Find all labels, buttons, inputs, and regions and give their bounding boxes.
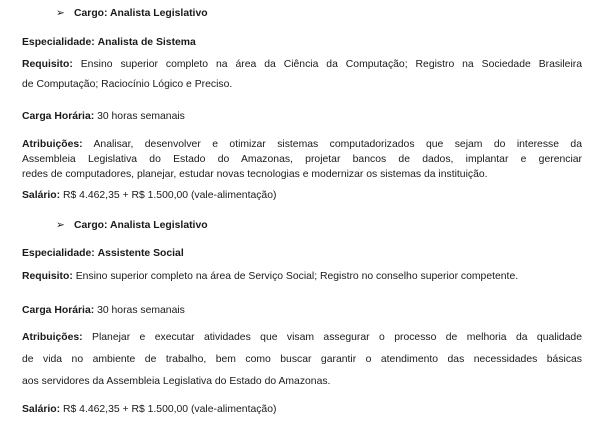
arrow-bullet-icon: ➢ bbox=[56, 8, 65, 19]
requisito-text: Ensino superior completo na área de Serviço Social; Registro no conselho superior competente. bbox=[75, 271, 519, 282]
requisito-line-1 bbox=[22, 58, 582, 71]
atribuicoes-label: Atribuições: bbox=[22, 139, 83, 150]
especialidade-value: Assistente Social bbox=[97, 248, 184, 259]
carga-horaria-value: 30 horas semanais bbox=[97, 305, 185, 316]
atribuicoes-line-3: redes de computadores, planejar, estudar novas tecnologias e modernizar os sistemas da instituição. bbox=[22, 169, 488, 180]
atribuicoes-line-1 bbox=[22, 138, 582, 151]
requisito-label: Requisito: bbox=[22, 59, 73, 70]
requisito-text: Ensino superior completo na área da Ciência da Computação; Registro na Sociedade Brasileira bbox=[80, 59, 582, 70]
requisito-line-2: de Computação; Raciocínio Lógico e Preciso. bbox=[22, 79, 233, 90]
atribuicoes-line-1 bbox=[22, 331, 582, 344]
salario-line bbox=[22, 189, 582, 202]
carga-horaria-line bbox=[22, 110, 582, 123]
arrow-bullet-icon: ➢ bbox=[56, 220, 65, 231]
atribuicoes-line-2: de vida no ambiente de trabalho, bem como buscar garantir o atendimento das necessidades básicas bbox=[22, 354, 582, 365]
requisito-label: Requisito: bbox=[22, 271, 73, 282]
atribuicoes-line-2: Assembleia Legislativa do Estado do Amazonas, projetar bancos de dados, implantar e gerenciar bbox=[22, 154, 582, 165]
cargo-title: Cargo: Analista Legislativo bbox=[74, 220, 208, 231]
carga-horaria-value: 30 horas semanais bbox=[97, 111, 185, 122]
atribuicoes-label: Atribuições: bbox=[22, 332, 83, 343]
atribuicoes-text: Planejar e executar atividades que visam assegurar o processo de melhoria da qualidade bbox=[92, 332, 582, 343]
especialidade-value: Analista de Sistema bbox=[97, 37, 196, 48]
atribuicoes-text: Analisar, desenvolver e otimizar sistemas computadorizados que sejam do interesse da bbox=[93, 139, 582, 150]
carga-horaria-label: Carga Horária: bbox=[22, 111, 95, 122]
especialidade-line bbox=[22, 36, 582, 49]
especialidade-label: Especialidade: bbox=[22, 248, 95, 259]
especialidade-label: Especialidade: bbox=[22, 37, 95, 48]
requisito-line-1 bbox=[22, 270, 582, 283]
carga-horaria-label: Carga Horária: bbox=[22, 305, 95, 316]
carga-horaria-line bbox=[22, 304, 582, 317]
cargo-heading bbox=[56, 219, 600, 232]
salario-line bbox=[22, 403, 582, 416]
salario-value: R$ 4.462,35 + R$ 1.500,00 (vale-alimentação) bbox=[63, 190, 277, 201]
salario-label: Salário: bbox=[22, 404, 61, 415]
especialidade-line bbox=[22, 247, 582, 260]
salario-label: Salário: bbox=[22, 190, 61, 201]
cargo-heading bbox=[56, 7, 600, 20]
salario-value: R$ 4.462,35 + R$ 1.500,00 (vale-alimentação) bbox=[63, 404, 277, 415]
atribuicoes-line-3: aos servidores da Assembleia Legislativa do Estado do Amazonas. bbox=[22, 376, 331, 387]
cargo-title: Cargo: Analista Legislativo bbox=[74, 8, 208, 19]
